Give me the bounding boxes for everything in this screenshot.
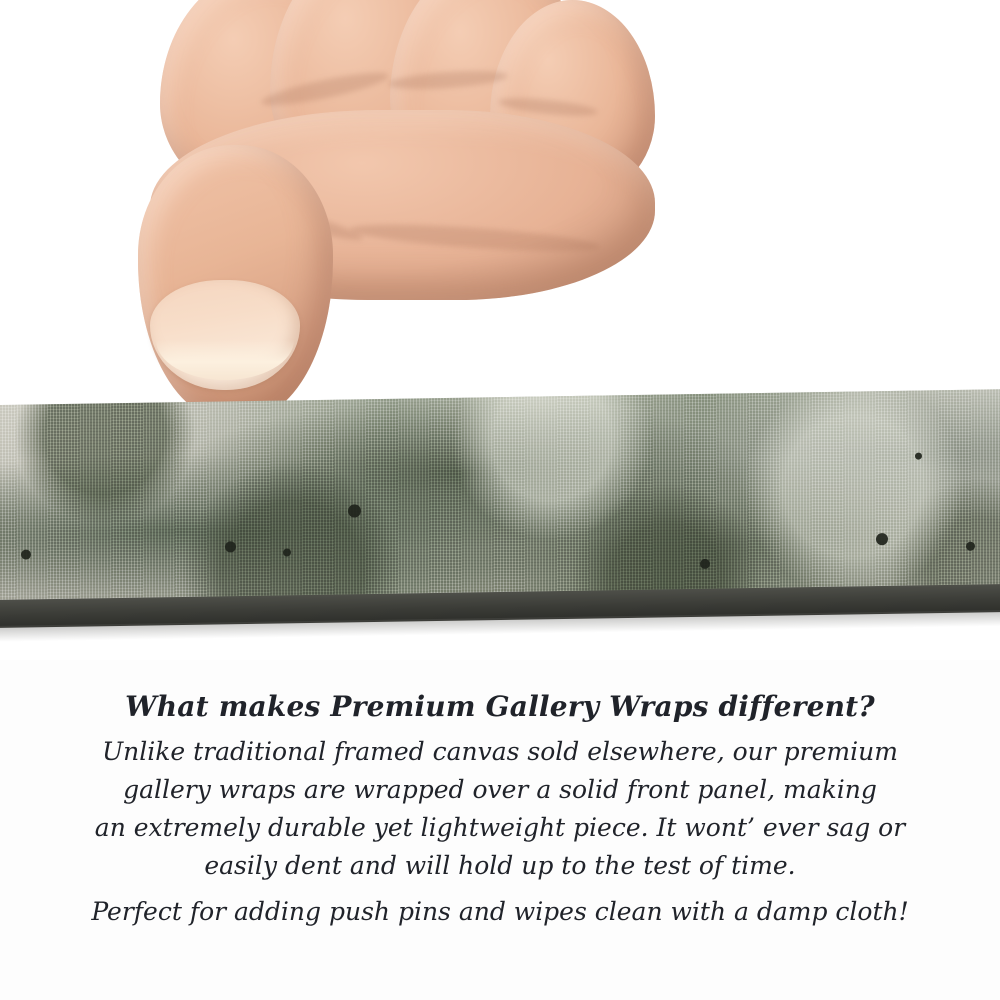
caption-line-4: easily dent and will hold up to the test of time. <box>204 851 796 880</box>
caption-line-2: gallery wraps are wrapped over a solid front panel, making <box>123 775 877 804</box>
caption-closing-line: Perfect for adding push pins and wipes clean with a damp cloth! <box>91 897 909 926</box>
print-speck <box>915 453 922 460</box>
hand-photo-element <box>120 0 640 430</box>
canvas-weave-texture <box>0 389 1000 620</box>
caption-block <box>0 690 1000 931</box>
canvas-wrap-edge <box>0 389 1000 620</box>
caption-line-1: Unlike traditional framed canvas sold elsewhere, our premium <box>102 737 898 766</box>
caption-line-3: an extremely durable yet lightweight piece. It wont’ ever sag or <box>94 813 906 842</box>
caption-heading: What makes Premium Gallery Wraps different? <box>125 690 875 723</box>
